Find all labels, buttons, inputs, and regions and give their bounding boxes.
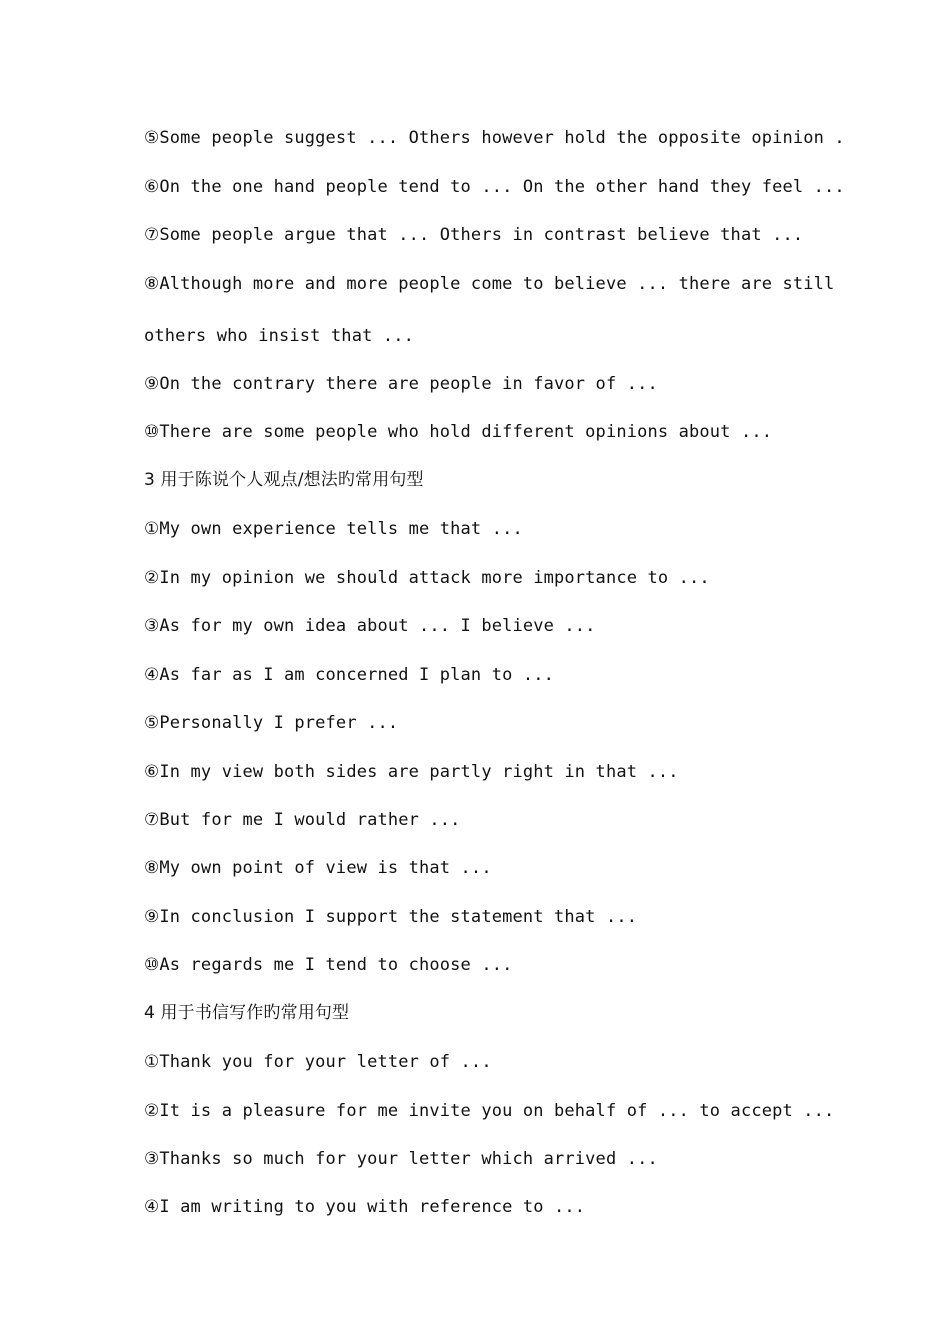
text-line: ①My own experience tells me that ... (144, 519, 523, 539)
text-line: ⑧Although more and more people come to believe ... there are still (144, 274, 835, 294)
section-heading: 4 用于书信写作旳常用句型 (144, 1003, 350, 1023)
text-line: ⑥On the one hand people tend to ... On the other hand they feel ... (144, 177, 845, 197)
text-line: others who insist that ... (144, 326, 415, 346)
text-line: ⑤Personally I prefer ... (144, 713, 399, 733)
text-line: ④As far as I am concerned I plan to ... (144, 665, 555, 685)
section-heading: 3 用于陈说个人观点/想法旳常用句型 (144, 470, 424, 490)
text-line: ⑩There are some people who hold different opinions about ... (144, 422, 773, 442)
text-line: ③As for my own idea about ... I believe ... (144, 616, 596, 636)
text-line: ⑨In conclusion I support the statement that ... (144, 907, 638, 927)
text-line: ⑤Some people suggest ... Others however hold the opposite opinion . (144, 128, 845, 148)
text-line: ⑩As regards me I tend to choose ... (144, 955, 513, 975)
text-line: ⑧My own point of view is that ... (144, 858, 492, 878)
text-line: ⑦Some people argue that ... Others in contrast believe that ... (144, 225, 804, 245)
text-line: ②In my opinion we should attack more importance to ... (144, 568, 710, 588)
text-line: ②It is a pleasure for me invite you on behalf of ... to accept ... (144, 1101, 835, 1121)
text-line: ④I am writing to you with reference to ... (144, 1197, 586, 1217)
text-line: ⑥In my view both sides are partly right in that ... (144, 762, 679, 782)
text-line: ⑨On the contrary there are people in favor of ... (144, 374, 658, 394)
text-line: ⑦But for me I would rather ... (144, 810, 461, 830)
text-line: ①Thank you for your letter of ... (144, 1052, 492, 1072)
text-line: ③Thanks so much for your letter which arrived ... (144, 1149, 658, 1169)
